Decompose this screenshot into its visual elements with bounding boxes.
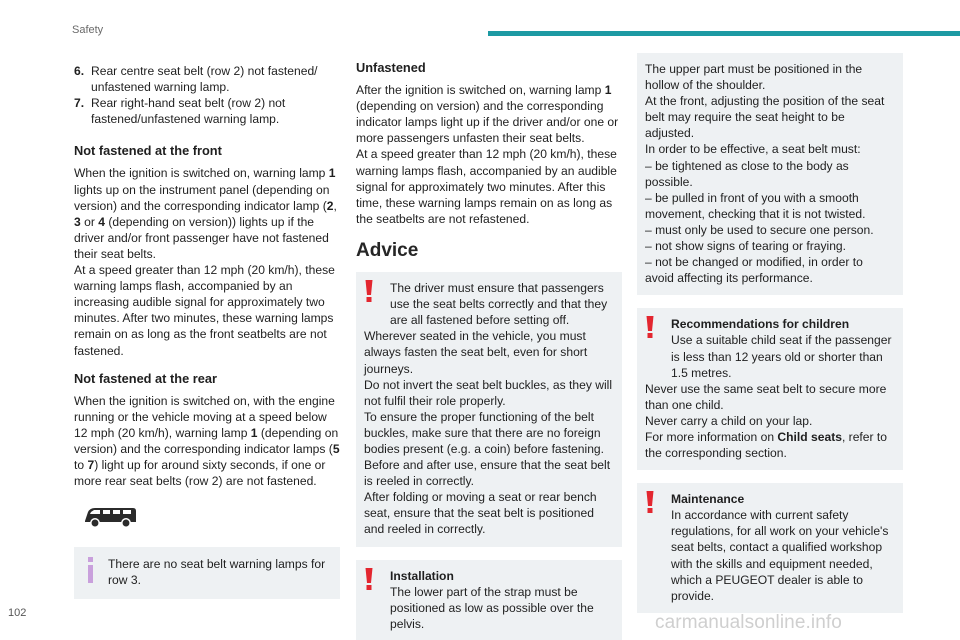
exclamation-icon bbox=[645, 491, 655, 513]
maintenance-title: Maintenance bbox=[671, 492, 745, 507]
continued-paragraph: In order to be effective, a seat belt must: bbox=[645, 142, 861, 157]
list-item-text: Rear centre seat belt (row 2) not fastened/ unfastened warning lamp. bbox=[91, 64, 318, 95]
installation-warning-box bbox=[356, 560, 622, 640]
bullet-item: – be pulled in front of you with a smooth movement, checking that it is not twisted. bbox=[645, 190, 866, 221]
advice-warning-box bbox=[356, 272, 622, 547]
column-2 bbox=[356, 60, 622, 640]
section-title: Safety bbox=[72, 24, 104, 36]
info-note bbox=[74, 547, 340, 598]
children-paragraph: Never use the same seat belt to secure more than one child. bbox=[645, 381, 887, 412]
list-item bbox=[74, 95, 340, 127]
unfastened-paragraph-2: At a speed greater than 12 mph (20 km/h), these warning lamps flash, accompanied by an audible signal for approximately two minutes. After this time, these warning lamps remain on as long as the seatbelts are not refastened. bbox=[356, 147, 617, 226]
front-paragraph-2: At a speed greater than 12 mph (20 km/h), these warning lamps flash, accompanied by an increasing audible signal for approximately two minutes. After two minutes, these warning lamps remain on as long as the front seatbelts are not fastened. bbox=[74, 263, 335, 358]
front-heading: Not fastened at the front bbox=[74, 143, 222, 159]
unfastened-heading: Unfastened bbox=[356, 60, 426, 75]
maintenance-warning-box bbox=[637, 483, 903, 613]
info-icon bbox=[88, 557, 93, 583]
continued-paragraph: At the front, adjusting the position of the seat belt may require the seat height to be adjusted. bbox=[645, 94, 885, 141]
front-paragraph-1: When the ignition is switched on, warning lamp 1 lights up on the instrument panel (depending on version) and the corresponding indicator lamp (2, 3 or 4 (depending on version)) lights up if the driver and/or front passenger have not fastened their seat belts. bbox=[74, 166, 337, 261]
watermark: carmanualsonline.info bbox=[655, 612, 842, 633]
exclamation-icon bbox=[364, 568, 374, 590]
maintenance-lead: In accordance with current safety regulations, for all work on your vehicle's seat belts, contact a qualified workshop with the skills and equipment needed, which a PEUGEOT dealer is able to provide. bbox=[671, 508, 889, 603]
exclamation-icon bbox=[645, 316, 655, 338]
installation-lead-wrap: The lower part of the strap must be positioned as low as possible over the pelvis. bbox=[390, 584, 594, 631]
installation-title: Installation bbox=[390, 568, 454, 583]
children-paragraph: Never carry a child on your lap. bbox=[645, 413, 813, 428]
bullet-item: – not show signs of tearing or fraying. bbox=[645, 239, 846, 254]
rear-heading: Not fastened at the rear bbox=[74, 370, 217, 386]
column-3 bbox=[637, 53, 903, 626]
bullet-item: – not be changed or modified, in order to avoid affecting its performance. bbox=[645, 255, 863, 286]
advice-lead: The driver must ensure that passengers use the seat belts correctly and that they are all fastened before setting off. bbox=[390, 281, 608, 328]
advice-paragraph: Before and after use, ensure that the seat belt is reeled in correctly. bbox=[364, 458, 611, 489]
list-item-text: Rear right-hand seat belt (row 2) not fastened/unfastened warning lamp. bbox=[91, 96, 286, 127]
list-item bbox=[74, 63, 340, 95]
section-bar bbox=[488, 31, 960, 36]
advice-paragraph: Wherever seated in the vehicle, you must always fasten the seat belt, even for short journeys. bbox=[364, 329, 588, 376]
advice-paragraph: To ensure the proper functioning of the belt buckles, make sure that there are no foreign bodies present (e.g. a coin) before fastening. bbox=[364, 409, 605, 456]
bullet-item: – be tightened as close to the body as possible. bbox=[645, 158, 849, 189]
list-number: 6. bbox=[74, 64, 85, 78]
children-paragraph: For more information on Child seats, refer to the corresponding section. bbox=[645, 429, 887, 461]
advice-paragraph: After folding or moving a seat or rear bench seat, ensure that the seat belt is positioned and reeled in correctly. bbox=[364, 490, 597, 537]
unfastened-paragraph-1: After the ignition is switched on, warning lamp 1 (depending on version) and the corresponding indicator lamps light up if the driver and/or one or more passengers unfasten their seat belts. bbox=[356, 83, 619, 146]
page-number: 102 bbox=[8, 607, 27, 619]
children-title: Recommendations for children bbox=[671, 317, 850, 332]
children-warning-box bbox=[637, 308, 903, 470]
van-icon bbox=[82, 503, 138, 529]
list-number: 7. bbox=[74, 96, 85, 111]
exclamation-icon bbox=[364, 280, 374, 302]
bullet-item: – must only be used to secure one person. bbox=[645, 222, 874, 237]
seat-belt-continued-box bbox=[637, 53, 903, 295]
continued-paragraph: The upper part must be positioned in the hollow of the shoulder. bbox=[645, 62, 863, 93]
info-note-text: There are no seat belt warning lamps for row 3. bbox=[108, 557, 326, 588]
rear-paragraph: When the ignition is switched on, with the engine running or the vehicle moving at a speed below 12 mph (20 km/h), warning lamp 1 (depending on version) and the corresponding indicator lamps (5 to 7) light up for around sixty seconds, if one or more rear seat belts (row 2) are not fastened. bbox=[74, 393, 340, 489]
children-lead: Use a suitable child seat if the passenger is less than 12 years old or shorter than 1.5 metres. bbox=[671, 333, 892, 380]
column-1 bbox=[74, 63, 340, 612]
advice-heading: Advice bbox=[356, 239, 419, 261]
advice-paragraph: Do not invert the seat belt buckles, as they will not fulfil their role properly. bbox=[364, 377, 613, 408]
